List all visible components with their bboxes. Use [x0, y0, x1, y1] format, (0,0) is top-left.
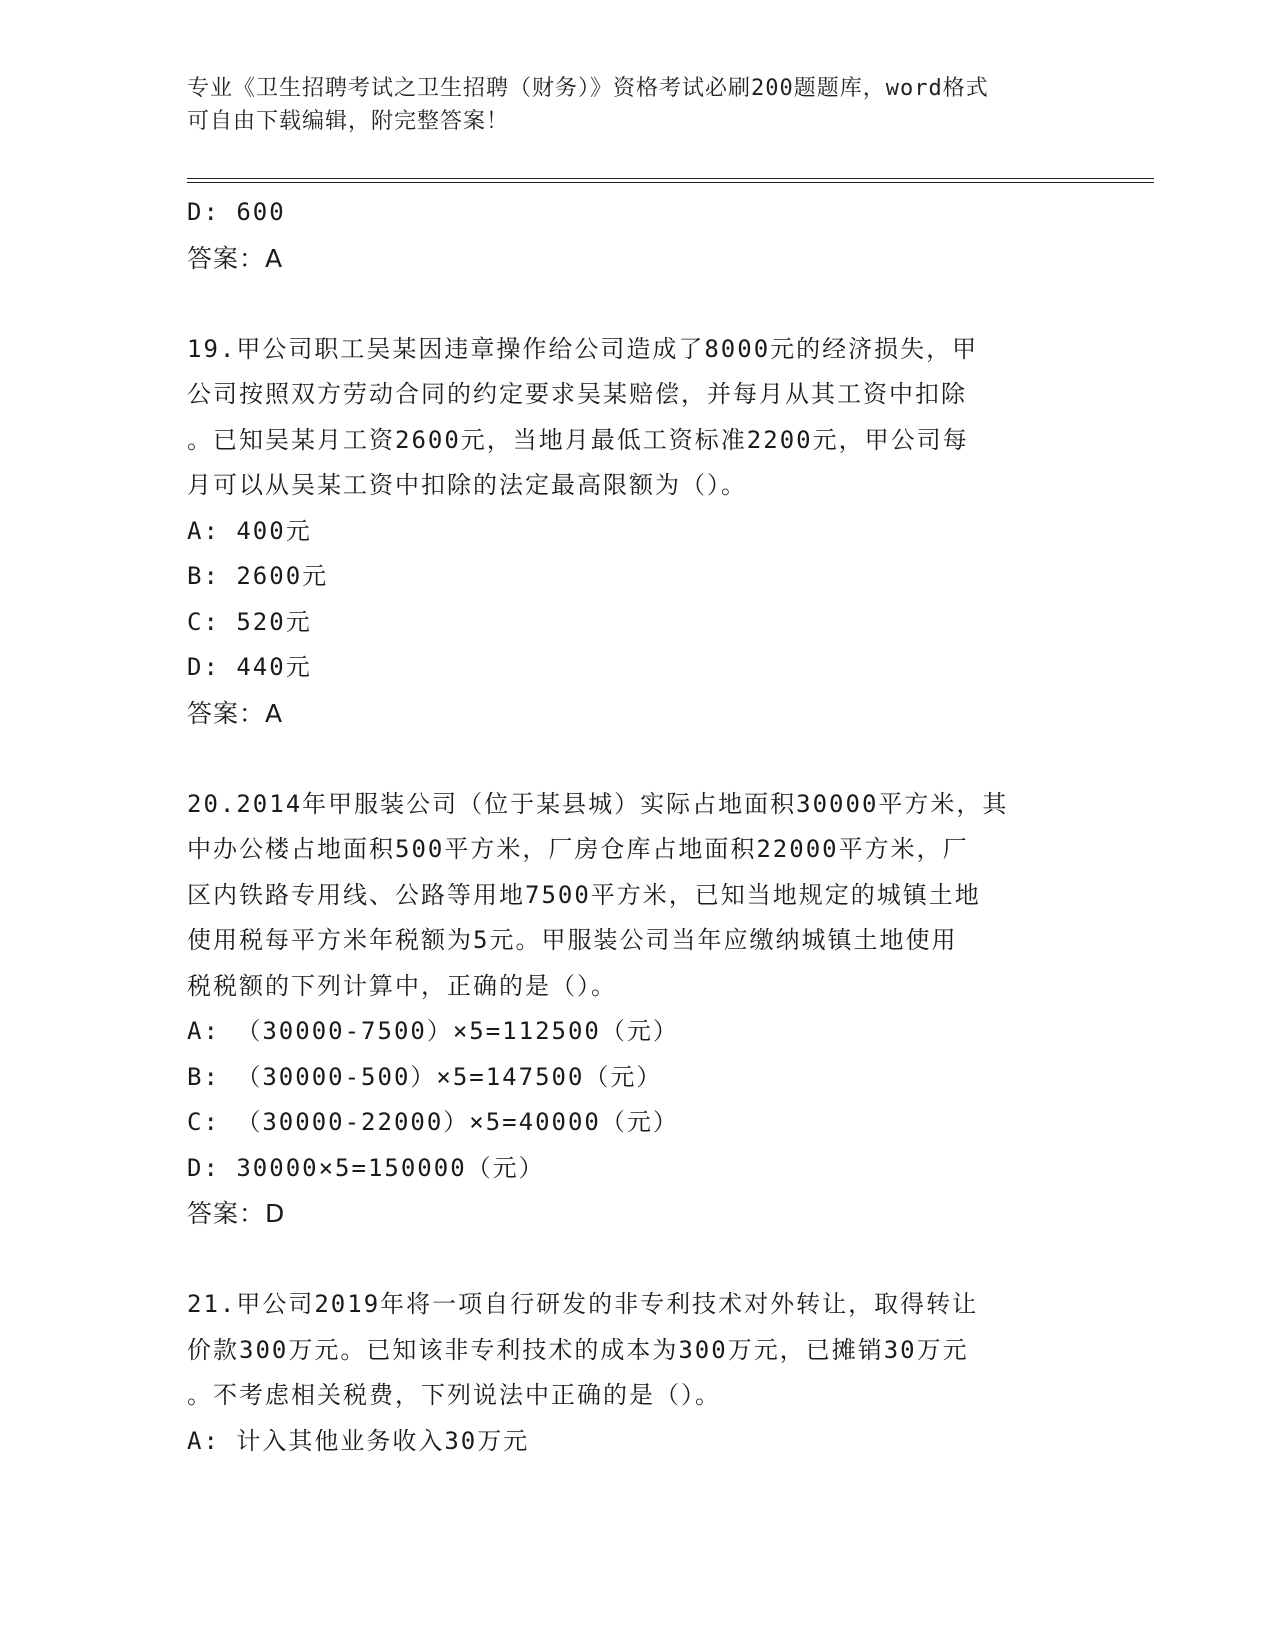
- question-text-line: 中办公楼占地面积500平方米，厂房仓库占地面积22000平方米，厂: [187, 835, 969, 863]
- question-text-line: 20.2014年甲服装公司（位于某县城）实际占地面积30000平方米，其: [187, 789, 1009, 818]
- question-19: [187, 327, 1077, 737]
- prev-question-answer: 答案：A: [187, 243, 284, 273]
- header-divider-bottom: [187, 182, 1154, 183]
- option-d: D: 30000×5=150000（元）: [187, 1153, 545, 1182]
- question-text-line: 月可以从吴某工资中扣除的法定最高限额为（）。: [187, 471, 747, 499]
- page-header: [187, 72, 1087, 138]
- question-text-line: 价款300万元。已知该非专利技术的成本为300万元，已摊销30万元: [187, 1335, 969, 1364]
- option-a: A: 计入其他业务收入30万元: [187, 1426, 530, 1455]
- question-text-line: 公司按照双方劳动合同的约定要求吴某赔偿，并每月从其工资中扣除: [187, 380, 967, 408]
- question-text-line: 。不考虑相关税费，下列说法中正确的是（）。: [187, 1381, 721, 1409]
- question-text-line: 21.甲公司2019年将一项自行研发的非专利技术对外转让，取得转让: [187, 1290, 979, 1318]
- option-c: C: （30000-22000）×5=40000（元）: [187, 1108, 679, 1136]
- question-text-line: 使用税每平方米年税额为5元。甲服装公司当年应缴纳城镇土地使用: [187, 926, 958, 954]
- prev-question-option-d: D: 600: [187, 198, 286, 226]
- header-title-line-2: 可自由下载编辑，附完整答案！: [187, 109, 510, 134]
- option-d: D: 440元: [187, 653, 312, 681]
- option-a: A: （30000-7500）×5=112500（元）: [187, 1017, 679, 1045]
- spacer: [187, 736, 1077, 782]
- question-text-line: 区内铁路专用线、公路等用地7500平方米，已知当地规定的城镇土地: [187, 880, 981, 909]
- question-21: [187, 1282, 1077, 1464]
- question-text-line: 19.甲公司职工吴某因违章操作给公司造成了8000元的经济损失，甲: [187, 334, 979, 363]
- header-divider-top: [187, 178, 1154, 179]
- answer: 答案：A: [187, 698, 284, 728]
- option-a: A: 400元: [187, 516, 312, 545]
- document-content: [187, 190, 1077, 1464]
- option-b: B: 2600元: [187, 562, 329, 590]
- header-title-line-1: 专业《卫生招聘考试之卫生招聘（财务）》资格考试必刷200题题库，word格式: [187, 76, 989, 101]
- option-b: B: （30000-500）×5=147500（元）: [187, 1062, 663, 1091]
- question-text-line: 税税额的下列计算中，正确的是（）。: [187, 971, 617, 1000]
- question-20: [187, 782, 1077, 1237]
- option-c: C: 520元: [187, 607, 312, 636]
- spacer: [187, 1237, 1077, 1283]
- answer: 答案：D: [187, 1199, 286, 1228]
- question-text-line: 。已知吴某月工资2600元，当地月最低工资标准2200元，甲公司每: [187, 425, 969, 454]
- spacer: [187, 281, 1077, 327]
